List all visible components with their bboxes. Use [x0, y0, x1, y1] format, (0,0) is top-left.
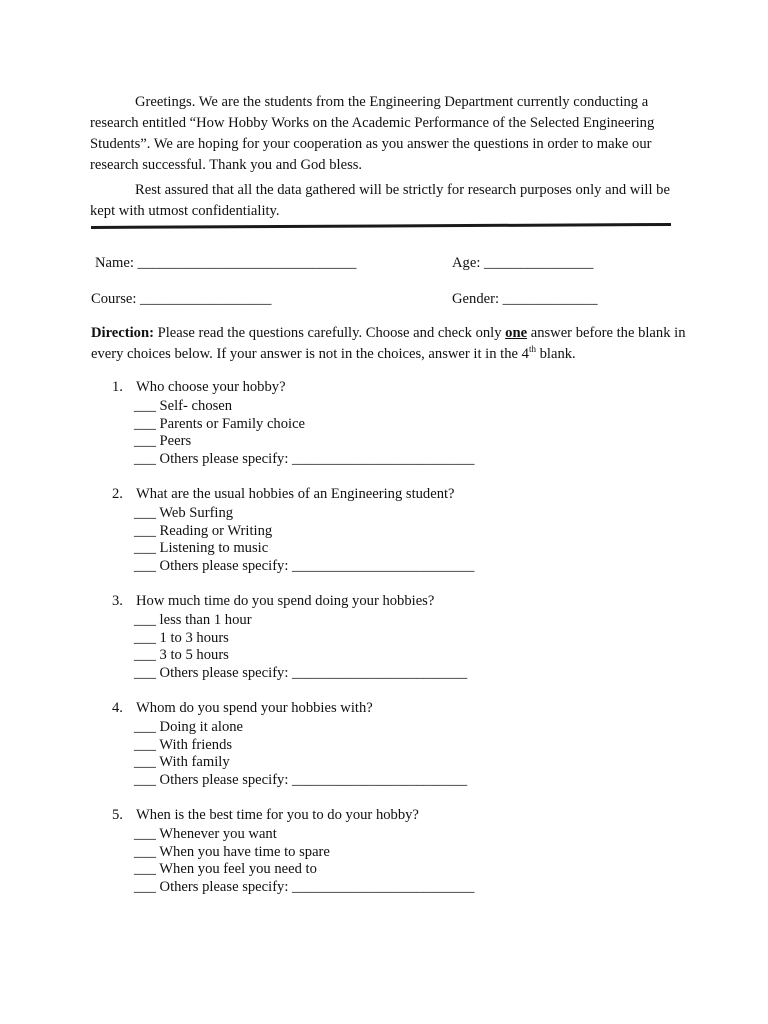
option-item[interactable]: ___ 3 to 5 hours — [134, 647, 229, 664]
gender-field[interactable]: Gender: _____________ — [452, 291, 598, 307]
intro-text: Greetings. We are the students from the Engineering Department currently conducting a research entitled “How Hobby Works on the Academic Performance of the Selected Engineering Students”. We are hoping for your cooperation as you answer the questions in order to make our research successful. Thank you and God bless. — [90, 94, 655, 173]
question-text: Who choose your hobby? — [136, 379, 286, 395]
question-text: When is the best time for you to do your hobby? — [136, 807, 419, 823]
option-item[interactable]: ___ 1 to 3 hours — [134, 629, 229, 646]
question-5 — [112, 805, 474, 897]
question-title — [112, 591, 467, 612]
direction-emphasis: one — [505, 325, 528, 341]
option-item[interactable]: ___ Web Surfing — [134, 505, 234, 521]
option-item[interactable]: ___ Others please specify: ________________________ — [134, 772, 468, 789]
option-item[interactable]: ___ With friends — [134, 736, 233, 753]
direction-superscript: th — [528, 344, 536, 355]
option-item[interactable]: ___ Others please specify: ________________________ — [134, 665, 468, 682]
question-3 — [112, 591, 467, 683]
option-item[interactable]: ___ less than 1 hour — [134, 612, 252, 628]
question-title — [112, 484, 474, 505]
option-item[interactable]: ___ Doing it alone — [134, 719, 244, 735]
option-item[interactable]: ___ Parents or Family choice — [134, 415, 306, 432]
option-item[interactable]: ___ When you feel you need to — [134, 861, 317, 878]
option-item[interactable]: ___ Others please specify: _________________________ — [134, 879, 475, 896]
question-text: Whom do you spend your hobbies with? — [136, 700, 373, 716]
question-title — [112, 698, 467, 719]
direction-part1: Please read the questions carefully. Choose and check only — [153, 325, 506, 341]
option-item[interactable]: ___ Reading or Writing — [134, 522, 273, 539]
age-field[interactable]: Age: _______________ — [452, 255, 594, 271]
confidentiality-paragraph — [90, 180, 680, 222]
question-4 — [112, 698, 467, 790]
confidentiality-text: Rest assured that all the data gathered will be strictly for research purposes only and will be kept with utmost confidentiality. — [90, 182, 670, 219]
question-number: 1. — [112, 379, 123, 395]
option-item[interactable]: ___ With family — [134, 754, 230, 771]
question-title — [112, 805, 474, 826]
question-title — [112, 377, 474, 398]
option-item[interactable]: ___ Others please specify: _________________________ — [134, 451, 475, 468]
question-text: What are the usual hobbies of an Engineering student? — [136, 486, 455, 502]
option-item[interactable]: ___ Peers — [134, 433, 192, 450]
direction-label: Direction: — [91, 325, 154, 341]
question-number: 5. — [112, 807, 123, 823]
option-item[interactable]: ___ When you have time to spare — [134, 843, 330, 860]
course-field[interactable]: Course: __________________ — [91, 291, 272, 307]
question-number: 4. — [112, 700, 123, 716]
divider-line — [91, 223, 671, 229]
intro-paragraph — [90, 92, 680, 176]
option-item[interactable]: ___ Whenever you want — [134, 826, 277, 842]
option-item[interactable]: ___ Self- chosen — [134, 398, 233, 414]
option-item[interactable]: ___ Others please specify: _________________________ — [134, 558, 475, 575]
question-text: How much time do you spend doing your hobbies? — [136, 593, 435, 609]
direction-text — [91, 323, 691, 365]
option-item[interactable]: ___ Listening to music — [134, 540, 269, 557]
direction-part3: blank. — [535, 346, 576, 362]
question-2 — [112, 484, 474, 576]
question-number: 2. — [112, 486, 123, 502]
question-1 — [112, 377, 474, 469]
question-number: 3. — [112, 593, 123, 609]
direction-part2: answer before the blank in every choices below. If your answer is not in the choices, answer it in the 4 — [91, 325, 686, 362]
name-field[interactable]: Name: ______________________________ — [95, 255, 357, 271]
